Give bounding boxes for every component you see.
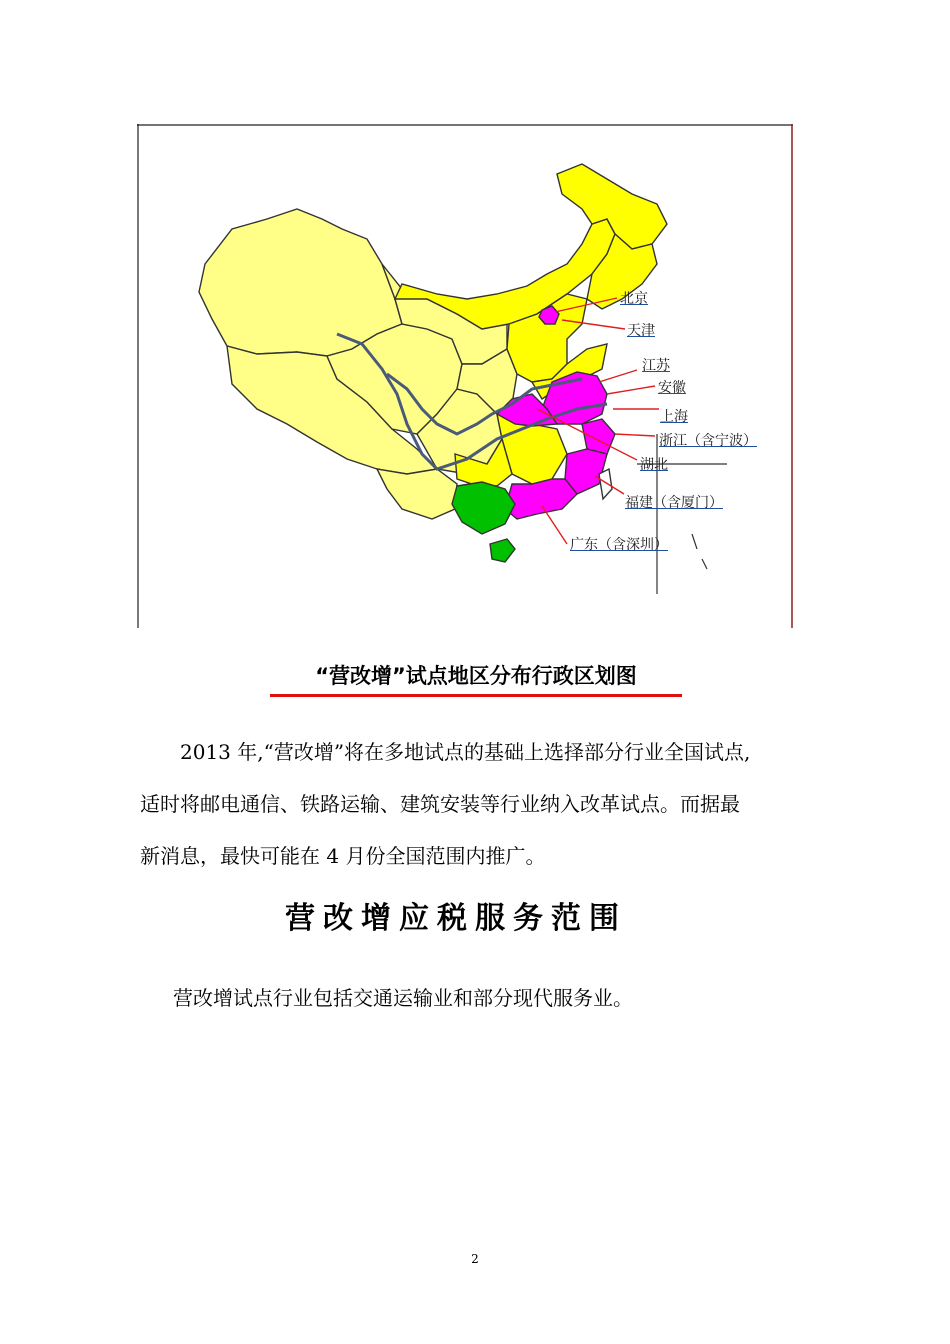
region-hainan [490,539,515,562]
china-pilot-map [137,124,793,628]
map-caption: “营改增”试点地区分布行政区划图 [315,664,637,688]
paragraph-line-3: 新消息，最快可能在 4 月份全国范围内推广。 [140,844,546,868]
region-guangdong [505,479,577,519]
label-beijing: 北京 [620,291,648,307]
label-zhejiang: 浙江（含宁波） [659,433,757,449]
map-graphic [137,124,793,628]
paragraph-line-2: 适时将邮电通信、铁路运输、建筑安装等行业纳入改革试点。而据最 [140,792,740,816]
paragraph-line-1: 2013 年,“营改增”将在多地试点的基础上选择部分行业全国试点, [180,740,751,764]
label-anhui: 安徽 [658,380,686,396]
label-tianjin: 天津 [627,323,655,339]
section-heading: 营改增应税服务范围 [285,901,627,936]
label-shanghai: 上海 [660,409,688,425]
region-guangxi [452,482,515,534]
label-hubei: 湖北 [640,457,668,473]
page-number: 2 [471,1252,479,1266]
region-taiwan [599,469,612,499]
label-fujian: 福建（含厦门） [625,495,723,511]
label-jiangsu: 江苏 [642,358,670,374]
caption-underline [270,694,682,697]
region-xinjiang [199,209,402,356]
paragraph-2: 营改增试点行业包括交通运输业和部分现代服务业。 [173,986,633,1010]
region-yunnan [377,469,457,519]
label-guangdong: 广东（含深圳） [570,537,668,553]
